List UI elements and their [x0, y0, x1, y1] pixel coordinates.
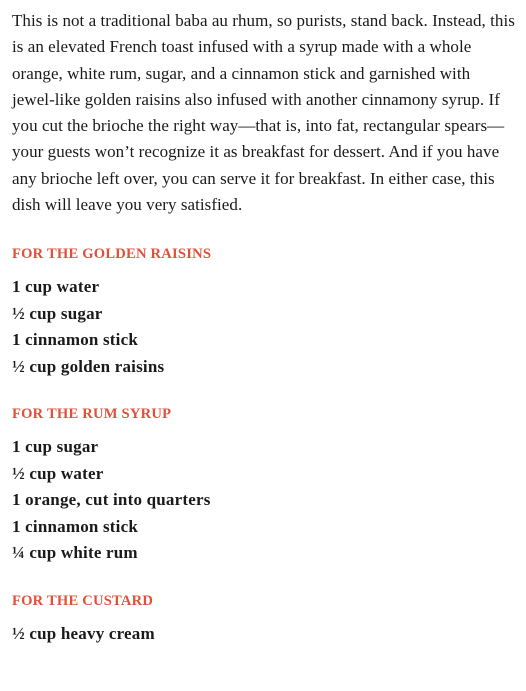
section-custard — [12, 591, 516, 648]
ingredient-item: ½ cup water — [12, 463, 104, 483]
ingredient-list — [12, 621, 516, 648]
ingredient-item: 1 cup water — [12, 277, 100, 297]
ingredient-item: ½ cup sugar — [12, 303, 103, 323]
ingredient-item: 1 cinnamon stick — [12, 516, 138, 536]
ingredient-item: ¼ cup white rum — [12, 543, 138, 563]
ingredient-item: 1 orange, cut into quarters — [12, 490, 211, 510]
ingredient-item: 1 cinnamon stick — [12, 330, 138, 350]
intro-paragraph: This is not a traditional baba au rhum, so purists, stand back. Instead, this is an elevated French toast infused with a syrup made with a whole orange, white rum, sugar, and a cinnamon stick and garnished with jewel-like golden raisins also infused with another cinnamony syrup. If you cut the brioche the right way—that is, into fat, rectangular spears—your guests won’t recognize it as breakfast for dessert. And if you have any brioche left over, you can serve it for breakfast. In either case, this dish will leave you very satisfied. — [12, 11, 515, 215]
ingredient-list — [12, 434, 516, 567]
section-golden-raisins — [12, 244, 516, 380]
section-rum-syrup — [12, 404, 516, 567]
ingredient-item: 1 cup sugar — [12, 437, 99, 457]
ingredient-list — [12, 274, 516, 380]
section-heading: FOR THE GOLDEN RAISINS — [12, 246, 212, 263]
section-heading: FOR THE RUM SYRUP — [12, 406, 172, 423]
recipe-page — [12, 8, 516, 647]
ingredient-item: ½ cup heavy cream — [12, 623, 155, 643]
section-heading: FOR THE CUSTARD — [12, 592, 154, 609]
ingredient-item: ½ cup golden raisins — [12, 356, 165, 376]
